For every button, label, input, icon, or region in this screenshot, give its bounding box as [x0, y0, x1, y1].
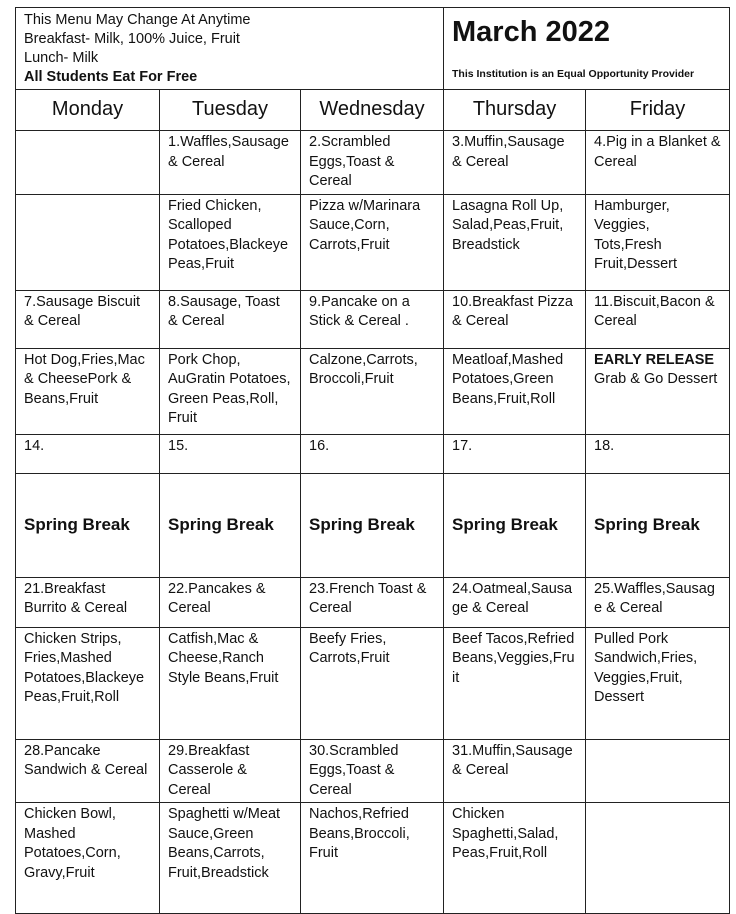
- breakfast-cell: 15.: [160, 434, 301, 473]
- breakfast-cell: 1.Waffles,Sausage & Cereal: [160, 131, 301, 195]
- spring-break-label: Spring Break: [586, 473, 730, 577]
- spring-break-label: Spring Break: [444, 473, 586, 577]
- note-line: Breakfast- Milk, 100% Juice, Fruit: [24, 31, 240, 47]
- breakfast-cell: 24.Oatmeal,Sausage & Cereal: [444, 577, 586, 627]
- breakfast-cell: 17.: [444, 434, 586, 473]
- breakfast-cell: 11.Biscuit,Bacon & Cereal: [586, 290, 730, 348]
- lunch-cell: Pizza w/Marinara Sauce,Corn, Carrots,Fruit: [301, 194, 444, 290]
- early-release-menu: Grab & Go Dessert: [594, 371, 718, 387]
- spring-break-label: Spring Break: [160, 473, 301, 577]
- menu-notes: [16, 8, 444, 90]
- spring-break-label: Spring Break: [16, 473, 160, 577]
- equal-opportunity-note: This Institution is an Equal Opportunity Provider: [452, 68, 695, 80]
- breakfast-cell: 30.Scrambled Eggs,Toast & Cereal: [301, 739, 444, 803]
- breakfast-cell: 29.Breakfast Casserole & Cereal: [160, 739, 301, 803]
- lunch-cell: Chicken Strips, Fries,Mashed Potatoes,Blackeye Peas,Fruit,Roll: [16, 627, 160, 739]
- lunch-cell: [586, 803, 730, 914]
- lunch-cell: Hot Dog,Fries,Mac & CheesePork & Beans,Fruit: [16, 348, 160, 434]
- day-header-tuesday: Tuesday: [160, 90, 301, 131]
- breakfast-cell: 3.Muffin,Sausage & Cereal: [444, 131, 586, 195]
- breakfast-cell: 2.Scrambled Eggs,Toast & Cereal: [301, 131, 444, 195]
- breakfast-cell: 18.: [586, 434, 730, 473]
- breakfast-cell: 14.: [16, 434, 160, 473]
- lunch-cell: Pork Chop, AuGratin Potatoes, Green Peas,Roll, Fruit: [160, 348, 301, 434]
- breakfast-cell: 16.: [301, 434, 444, 473]
- lunch-cell: Pulled Pork Sandwich,Fries, Veggies,Fruit, Dessert: [586, 627, 730, 739]
- lunch-cell: Meatloaf,Mashed Potatoes,Green Beans,Fruit,Roll: [444, 348, 586, 434]
- early-release-label: EARLY RELEASE: [594, 351, 715, 368]
- lunch-cell: Catfish,Mac & Cheese,Ranch Style Beans,Fruit: [160, 627, 301, 739]
- day-header-friday: Friday: [586, 90, 730, 131]
- note-line: Lunch- Milk: [24, 50, 99, 66]
- lunch-cell: Chicken Bowl, Mashed Potatoes,Corn, Gravy,Fruit: [16, 803, 160, 914]
- breakfast-cell: [586, 739, 730, 803]
- breakfast-cell: 4.Pig in a Blanket & Cereal: [586, 131, 730, 195]
- lunch-cell: Calzone,Carrots, Broccoli,Fruit: [301, 348, 444, 434]
- breakfast-cell: 23.French Toast & Cereal: [301, 577, 444, 627]
- breakfast-cell: 22.Pancakes & Cereal: [160, 577, 301, 627]
- breakfast-cell: 25.Waffles,Sausage & Cereal: [586, 577, 730, 627]
- note-line: This Menu May Change At Anytime: [24, 12, 251, 28]
- lunch-cell: Lasagna Roll Up, Salad,Peas,Fruit, Breadstick: [444, 194, 586, 290]
- menu-calendar: [15, 7, 730, 914]
- lunch-cell: Nachos,Refried Beans,Broccoli, Fruit: [301, 803, 444, 914]
- lunch-cell-friday: [586, 348, 730, 434]
- breakfast-cell: 28.Pancake Sandwich & Cereal: [16, 739, 160, 803]
- lunch-cell: [16, 194, 160, 290]
- title-box: [444, 8, 730, 90]
- breakfast-cell: 9.Pancake on a Stick & Cereal .: [301, 290, 444, 348]
- lunch-cell: Spaghetti w/Meat Sauce,Green Beans,Carrots, Fruit,Breadstick: [160, 803, 301, 914]
- breakfast-cell: 10.Breakfast Pizza & Cereal: [444, 290, 586, 348]
- lunch-cell: Beef Tacos,Refried Beans,Veggies,Fruit: [444, 627, 586, 739]
- lunch-cell: Hamburger, Veggies, Tots,Fresh Fruit,Dessert: [586, 194, 730, 290]
- day-header-thursday: Thursday: [444, 90, 586, 131]
- breakfast-cell: 7.Sausage Biscuit & Cereal: [16, 290, 160, 348]
- lunch-cell: Beefy Fries, Carrots,Fruit: [301, 627, 444, 739]
- day-header-wednesday: Wednesday: [301, 90, 444, 131]
- breakfast-cell: 8.Sausage, Toast & Cereal: [160, 290, 301, 348]
- lunch-cell: Fried Chicken, Scalloped Potatoes,Blackeye Peas,Fruit: [160, 194, 301, 290]
- free-meals-note: All Students Eat For Free: [24, 69, 198, 85]
- breakfast-cell: [16, 131, 160, 195]
- breakfast-cell: 31.Muffin,Sausage & Cereal: [444, 739, 586, 803]
- spring-break-label: Spring Break: [301, 473, 444, 577]
- lunch-cell: Chicken Spaghetti,Salad, Peas,Fruit,Roll: [444, 803, 586, 914]
- breakfast-cell: 21.Breakfast Burrito & Cereal: [16, 577, 160, 627]
- month-title: March 2022: [452, 16, 611, 48]
- day-header-monday: Monday: [16, 90, 160, 131]
